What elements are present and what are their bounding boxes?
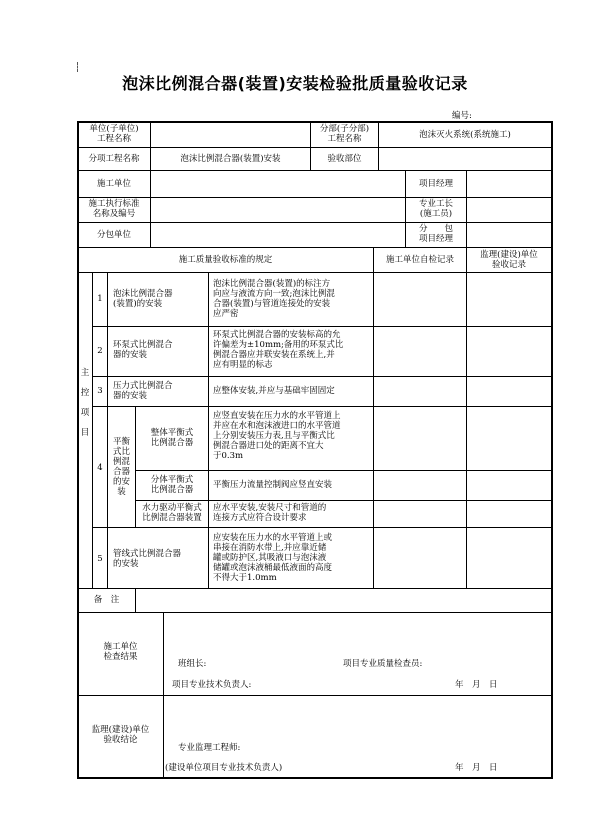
item-4-number: 4 <box>97 463 103 473</box>
standard-label: 施工执行标准 名称及编号 <box>88 199 140 219</box>
item-4a-requirement: 应竖直安装在压力水的水平管道上 并应在水和泡沫液进口的水平管道 上分别安装压力表,且与平衡式比 例混合器进口处的距离不宜大 于0.3m <box>213 411 341 461</box>
self-check-column-header: 施工单位自检记录 <box>385 255 454 265</box>
sub-manager-label: 分 包 项目经理 <box>418 224 453 244</box>
quality-inspector-label: 项目专业质量检查员: <box>343 659 423 669</box>
supervision-column-header: 监理(建设)单位 验收记录 <box>480 250 538 270</box>
remarks-label: 备 注 <box>93 595 120 605</box>
inspection-date: 年 月 日 <box>455 680 498 690</box>
item-4c-requirement: 应水平安装,安装尺寸和管道的 连接方式应符合设计要求 <box>213 503 327 523</box>
item-5-requirement: 应安装在压力水的水平管道上或 串接在消防水带上,并应靠近储 罐或防护区,其吸液口与泡沫液 储罐或泡沫液桶最低液面的高度 不得大于1.0mm <box>213 533 333 583</box>
item-5-name: 管线式比例混合器 的安装 <box>113 549 182 569</box>
item-1-requirement: 泡沫比例混合器(装置)的标注方 向应与液流方向一致;泡沫比例混 合器(装置)与管道连接处的安装 应严密 <box>213 279 335 319</box>
foreman-label: 专业工长 (施工员) <box>418 199 453 219</box>
subcontractor-label: 分包单位 <box>96 230 131 240</box>
item-project-name-label: 分项工程名称 <box>88 154 140 164</box>
supervision-conclusion-label: 监理(建设)单位 验收结论 <box>91 725 150 745</box>
serial-number-label: 编号: <box>452 111 472 121</box>
item-2-number: 2 <box>97 346 103 356</box>
sub-project-name-label: 分部(子分部) 工程名称 <box>319 124 370 144</box>
supervising-engineer-label: 专业监理工程师: <box>178 743 241 753</box>
main-control-label: 主 控 项 目 <box>80 368 90 438</box>
item-3-name: 压力式比例混合 器的安装 <box>113 381 173 401</box>
item-3-number: 3 <box>97 386 103 396</box>
tech-lead-label: 项目专业技术负责人: <box>172 680 252 690</box>
item-4a-name: 整体平衡式 比例混合器 <box>150 428 194 448</box>
item-2-requirement: 环泵式比例混合器的安装标高的允 许偏差为±10mm;备用的环泵式比 例混合器应并联安装在系统上,并 应有明显的标志 <box>213 330 344 370</box>
owner-tech-lead-label: (建设单位项目专业技术负责人) <box>165 763 283 773</box>
page-title: 泡沫比例混合器(装置)安装检验批质量验收记录 <box>122 74 468 93</box>
item-4-name: 平衡 式比 例混 合器 的安 装 <box>112 437 130 497</box>
standard-column-header: 施工质量验收标准的规定 <box>178 255 273 265</box>
acceptance-part-label: 验收部位 <box>327 154 362 164</box>
item-4b-requirement: 平衡压力流量控制阀应竖直安装 <box>213 480 333 490</box>
item-project-name-value: 泡沫比例混合器(装置)安装 <box>180 154 281 164</box>
item-4b-name: 分体平衡式 比例混合器 <box>150 475 194 495</box>
inspection-result-label: 施工单位 检查结果 <box>103 642 138 662</box>
supervision-date: 年 月 日 <box>455 763 498 773</box>
unit-project-name-label: 单位(子单位) 工程名称 <box>89 124 139 144</box>
item-2-name: 环泵式比例混合 器的安装 <box>113 340 173 360</box>
item-5-number: 5 <box>97 554 103 564</box>
constructor-label: 施工单位 <box>96 179 131 189</box>
item-1-number: 1 <box>97 294 103 304</box>
item-4c-name: 水力驱动平衡式 比例混合器装置 <box>142 503 202 523</box>
item-1-name: 泡沫比例混合器 (装置)的安装 <box>113 289 173 309</box>
sub-project-name-value: 泡沫灭火系统(系统施工) <box>419 130 511 140</box>
team-leader-label: 班组长: <box>178 659 207 669</box>
item-3-requirement: 应整体安装,并应与基础牢固固定 <box>213 386 335 396</box>
project-manager-label: 项目经理 <box>418 179 453 189</box>
